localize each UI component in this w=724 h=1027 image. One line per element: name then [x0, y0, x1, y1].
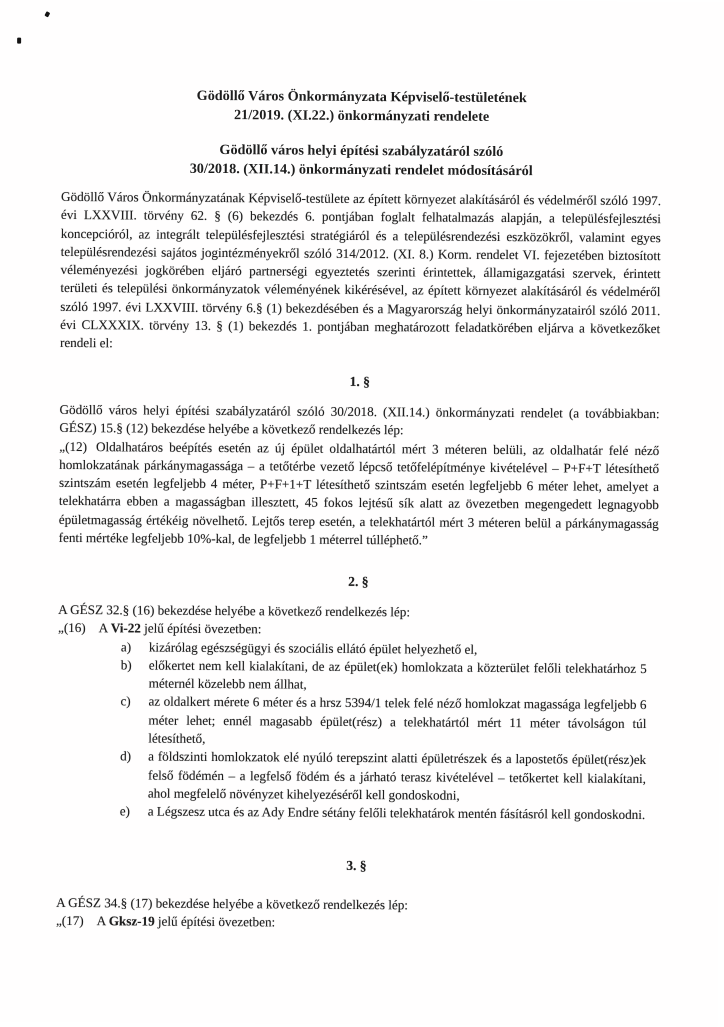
zone-pre-text: A	[98, 620, 108, 636]
list-item-letter: b)	[120, 657, 132, 673]
section-3-heading: 3. §	[346, 857, 367, 874]
section-2-heading: 2. §	[348, 573, 369, 590]
list-item-c	[57, 692, 657, 751]
list-item-text: előkertet nem kell kialakítani, de az épület(ek) homlokzata a közterület felőli telekhatárhoz 5 méternél közelebb nem állhat,	[148, 657, 647, 692]
decree-subject-line2: 30/2018. (XII.14.) önkormányzati rendelet módosításáról	[189, 160, 533, 179]
decree-subject	[0, 139, 723, 181]
decree-header	[0, 85, 724, 127]
quote-paragraph-number: „(12)	[59, 438, 88, 454]
ink-speck	[44, 11, 50, 17]
list-item-text: kizárólag egészségügyi és szociális ellátó épület helyezhető el,	[148, 639, 478, 657]
ink-speck	[17, 38, 21, 44]
decree-issuer: Gödöllő Város Önkormányzata Képviselő-testületének	[196, 87, 527, 107]
list-item-text: a földszinti homlokzatok elé nyúló terepszint alatti épületrészek és a lapostetős épület(rész)ek felső födémén – a legfelső födém és a járható terasz kivételével – tetőkertet kell kialakítani, ahol megfelelő növényzet kihelyezéséről kell gondoskodni,	[147, 748, 647, 803]
list-item-letter: a)	[120, 638, 132, 655]
section-3-body	[56, 894, 656, 935]
list-item-d	[57, 747, 657, 806]
zone-pre-text: A	[96, 913, 106, 929]
quote-paragraph-text: Oldalhatáros beépítés esetén az új épület oldalhatártól mért 3 méteren belüli, az oldalhatár felé néző homlokzatának párkánymagassága – a tetőtérbe vezető lépcső tetőfelépítménye kivételével – P+F+T létesíthető szintszám esetén legfeljebb 4 méter, P+F+1+T létesíthető szintszám esetén legfeljebb 6 méter lehet, amelyet a telekhatárra ebben a magasságban illesztett, 45 fokos lejtésű sík alatt az övezetben megengedett legnagyobb épületmagasság értékéig növelhető. Lejtős terep esetén, a telekhatártól mért 3 méteren belül a párkánymagasság fenti mértéke legfeljebb 10%-kal, de legfeljebb 1 méterrel túlléphető.”	[58, 438, 660, 548]
decree-number: 21/2019. (XI.22.) önkormányzati rendelete	[234, 106, 490, 125]
zone-code: Gksz-19	[108, 913, 155, 929]
decree-subject-line1: Gödöllő város helyi építési szabályzatáról szóló	[219, 142, 504, 161]
list-item-letter: e)	[119, 803, 130, 819]
quote-paragraph-number: „(16)	[57, 620, 86, 636]
zone-code: Vi-22	[110, 620, 141, 636]
section-1-intro: Gödöllő város helyi építési szabályzatáról szóló 30/2018. (XII.14.) önkormányzati rendelet (a továbbiakban: GÉSZ) 15.§ (12) bekezdése helyébe a következő rendelkezés lép:	[59, 401, 660, 438]
list-item-letter: c)	[120, 693, 131, 709]
section-2-body	[57, 601, 659, 825]
list-item-text: az oldalkert mérete 6 méter és a hrsz 5394/1 telek felé néző homlokzat magassága legfeljebb 6 méter lehet; ennél magasabb épület(rész) a telekhatártól mért 11 méter távolságon túl létesíthető,	[148, 694, 647, 747]
zone-post-text: jelű építési övezetben:	[144, 620, 262, 637]
section-3-intro: A GÉSZ 34.§ (17) bekezdése helyébe a következő rendelkezés lép:	[56, 894, 408, 913]
section-2-intro: A GÉSZ 32.§ (16) bekezdése helyébe a következő rendelkezés lép:	[58, 601, 411, 620]
section-1-body	[59, 401, 660, 552]
list-item-text: a Légszesz utca és az Ady Endre sétány felőli telekhatárok mentén fásításról kell gondoskodni.	[147, 803, 646, 823]
preamble-paragraph: Gödöllő Város Önkormányzatának Képviselő-testülete az épített környezet alakításáról és védelméről szóló 1997. évi LXXVIII. törvény 62. § (6) bekezdés 6. pontjában foglalt felhatalmazás alapján, a településfejlesztési koncepcióról, az integrált településfejlesztési stratégiáról és a településrendezési eszközökről, valamint egyes településrendezési sajátos jogintézményekről szóló 314/2012. (XI. 8.) Korm. rendelet VI. fejezetében biztosított véleményezési jogkörében eljáró partnerségi egyeztetés szerinti érintettek, államigazgatási szervek, érintett területi és települési önkormányzatok véleményének kikérésével, az épített környezet alakításáról és védelméről szóló 1997. évi LXXVIII. törvény 6.§ (1) bekezdésében és a Magyarország helyi önkormányzatairól szóló 2011. évi CLXXXIX. törvény 13. § (1) bekezdés 1. pontjában meghatározott feladatkörében eljárva a következőket rendeli el:	[59, 188, 662, 351]
section-3-quote-lead	[56, 912, 656, 934]
section-1-quoted-provision	[59, 438, 660, 552]
zone-post-text: jelű építési övezetben:	[157, 913, 276, 930]
quote-paragraph-number: „(17)	[55, 913, 84, 929]
list-item-b	[58, 656, 658, 697]
list-item-letter: d)	[120, 748, 132, 764]
section-1-heading: 1. §	[349, 373, 370, 390]
list-item-e	[57, 802, 657, 824]
